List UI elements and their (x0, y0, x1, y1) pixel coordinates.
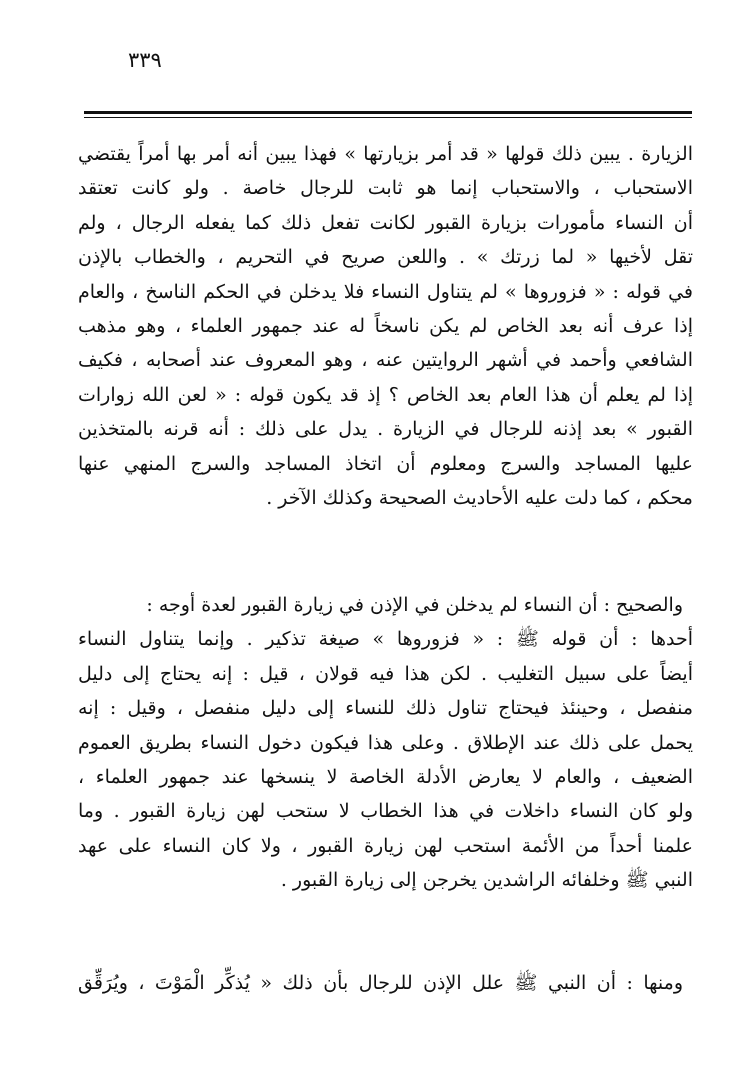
paragraph-2 (78, 588, 693, 898)
text-line: في قوله : « فزوروها » لم يتناول النساء فلا يدخلن في الحكم الناسخ ، والعام (78, 280, 693, 303)
text-line: منفصل ، وحينئذ فيحتاج تناول ذلك للنساء إلى دليل منفصل ، وقيل : إنه (78, 697, 693, 720)
text-line: النبي ﷺ وخلفائه الراشدين يخرجن إلى زيارة القبور . (280, 869, 693, 892)
text-line: أحدها : أن قوله ﷺ : « فزوروها » صيغة تذكير . وإنما يتناول النساء (78, 628, 693, 651)
paragraph-3 (78, 966, 693, 1000)
text-line: إذا لم يعلم أن هذا العام بعد الخاص ؟ إذ قد يكون قوله : « لعن الله زوارات (78, 383, 693, 406)
text-line: محكم ، كما دلت عليه الأحاديث الصحيحة وكذلك الآخر . (266, 486, 693, 509)
text-line: الضعيف ، والعام لا يعارض الأدلة الخاصة لا ينسخها عند جمهور العلماء ، (78, 765, 693, 788)
text-line: الشافعي وأحمد في أشهر الروايتين عنه ، وهو المعروف عند أصحابه ، فكيف (78, 349, 693, 372)
text-line: والصحيح : أن النساء لم يدخلن في الإذن في زيارة القبور لعدة أوجه : (146, 594, 683, 616)
text-line: يحمل على ذلك عند الإطلاق . وعلى هذا فيكون دخول النساء بطريق العموم (78, 731, 693, 754)
text-line: الزيارة . يبين ذلك قولها « قد أمر بزيارتها » فهذا يبين أنه أمر بها أمراً يقتضي (78, 143, 693, 165)
text-line: ومنها : أن النبي ﷺ علل الإذن للرجال بأن ذلك « يُذكِّر الْمَوْتَ ، ويُرَقِّق (78, 972, 683, 994)
text-line: عليها المساجد والسرج ومعلوم أن اتخاذ المساجد والسرج المنهي عنها (78, 452, 693, 475)
header-rule-thick (84, 111, 692, 114)
page-number: ٣٣٩ (128, 48, 162, 72)
text-line: علمنا أحداً من الأئمة استحب لهن زيارة القبور ، ولا كان النساء على عهد (78, 834, 693, 857)
text-line: أن النساء مأمورات بزيارة القبور لكانت تفعل ذلك كما يفعله الرجال ، ولم (78, 211, 693, 234)
text-line: أيضاً على سبيل التغليب . لكن هذا فيه قولان ، قيل : إنه يحتاج إلى دليل (78, 662, 693, 685)
text-line: تقل لأخيها « لما زرتك » . واللعن صريح في التحريم ، والخطاب بالإذن (78, 246, 693, 269)
header-rule-thin (84, 117, 692, 118)
paragraph-1 (78, 137, 693, 515)
text-line: الاستحباب ، والاستحباب إنما هو ثابت للرجال خاصة . ولو كانت تعتقد (78, 177, 693, 200)
text-line: ولو كان النساء داخلات في هذا الخطاب لا ستحب لهن زيارة القبور . وما (78, 800, 693, 823)
text-line: القبور » بعد إذنه للرجال في الزيارة . يدل على ذلك : أنه قرنه بالمتخذين (78, 418, 693, 441)
text-line: إذا عرف أنه بعد الخاص لم يكن ناسخاً له عند جمهور العلماء ، وهو مذهب (78, 314, 693, 337)
